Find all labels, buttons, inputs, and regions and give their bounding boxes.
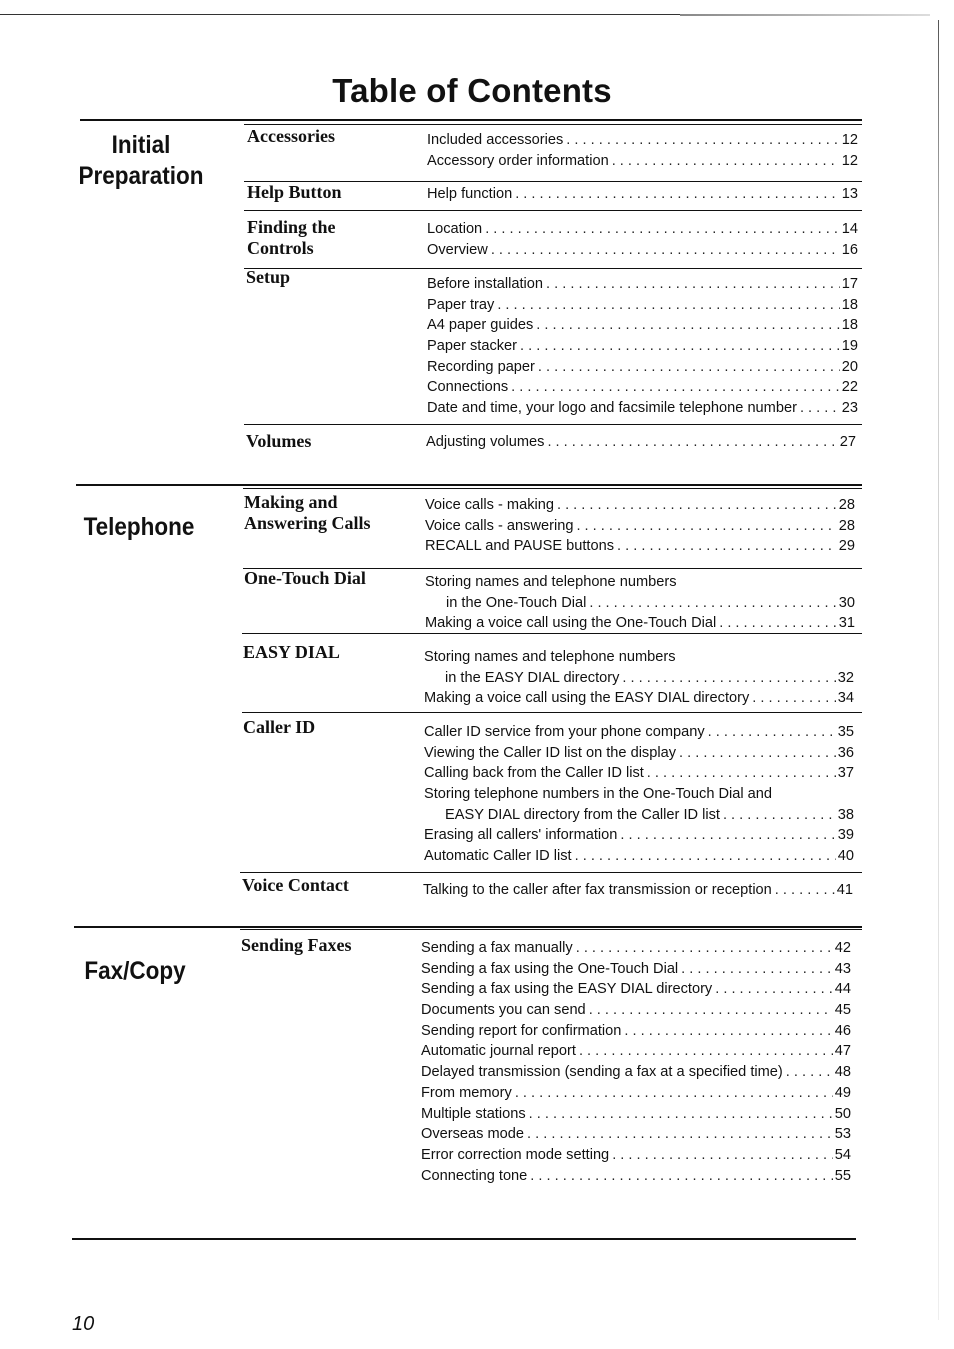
- entry-text: Accessory order information: [427, 152, 609, 169]
- chapter-heading: Fax/Copy: [84, 957, 186, 985]
- toc-entry: [427, 151, 858, 172]
- dot-leader: [573, 938, 833, 959]
- toc-entry: [427, 274, 858, 295]
- entry-page-number: 20: [841, 358, 858, 375]
- toc-entry: [427, 377, 858, 398]
- entry-page-number: 18: [841, 317, 858, 334]
- dot-leader: [783, 1062, 833, 1083]
- entry-page-number: 40: [837, 848, 854, 865]
- entry-page-number: 39: [837, 827, 854, 844]
- entry-text: Location: [427, 221, 483, 237]
- page-title: Table of Contents: [332, 72, 612, 109]
- entry-text: Paper stacker: [427, 338, 518, 355]
- entry-text: Documents you can send: [421, 1002, 586, 1019]
- entry-page-number: 43: [834, 960, 851, 977]
- entry-page-number: 19: [841, 338, 858, 355]
- entry-text: in the EASY DIAL directory: [445, 669, 620, 686]
- topic-rule: [242, 633, 862, 634]
- dot-leader: [524, 1124, 833, 1145]
- entry-text: From memory: [421, 1084, 512, 1101]
- topic-rule: [242, 712, 862, 713]
- toc-entry: [427, 336, 858, 357]
- toc-entry: [425, 536, 855, 557]
- toc-entry: [424, 825, 854, 846]
- entry-text: Automatic journal report: [421, 1043, 576, 1060]
- entry-list: [427, 219, 858, 260]
- entry-page-number: 41: [836, 882, 853, 898]
- entry-page-number: 14: [841, 221, 858, 237]
- entry-page-number: 29: [838, 538, 855, 555]
- dot-leader: [797, 398, 840, 419]
- topic-rule: [244, 210, 862, 211]
- entry-page-number: 54: [834, 1146, 851, 1163]
- entry-text: Multiple stations: [421, 1105, 526, 1122]
- entry-text: Caller ID service from your phone company: [424, 724, 705, 740]
- dot-leader: [533, 315, 840, 336]
- topic-heading: Caller ID: [243, 717, 316, 737]
- toc-entry: [421, 1124, 851, 1145]
- toc-entry: [421, 1062, 851, 1083]
- toc-entry: [421, 1166, 851, 1187]
- entry-page-number: 13: [841, 186, 858, 202]
- toc-entry: [427, 357, 858, 378]
- entry-page-number: 44: [834, 981, 851, 998]
- dot-leader: [586, 1000, 833, 1021]
- entry-text: Storing names and telephone numbers: [424, 649, 676, 665]
- dot-leader: [526, 1104, 833, 1125]
- dot-leader: [543, 274, 840, 295]
- dot-leader: [619, 668, 836, 689]
- entry-text: Sending a fax using the EASY DIAL directory: [421, 981, 713, 998]
- entry-text: Sending report for confirmation: [421, 1022, 622, 1039]
- entry-text: Error correction mode setting: [421, 1146, 610, 1163]
- entry-text: Sending a fax manually: [421, 940, 573, 956]
- entry-text: Voice calls - answering: [425, 517, 574, 534]
- entry-list: [424, 647, 854, 709]
- dot-leader: [720, 805, 836, 826]
- entry-text: Automatic Caller ID list: [424, 848, 572, 865]
- toc-entry: [424, 784, 854, 805]
- topic-rule: [240, 872, 862, 873]
- entry-text: Voice calls - making: [425, 497, 554, 513]
- entry-page-number: 35: [837, 724, 854, 740]
- entry-text: A4 paper guides: [427, 317, 534, 334]
- entry-text: Making a voice call using the EASY DIAL directory: [424, 690, 750, 707]
- topic-rule: [244, 124, 862, 125]
- entry-page-number: 16: [841, 241, 858, 258]
- entry-text: Overview: [427, 241, 488, 258]
- entry-page-number: 27: [839, 434, 856, 450]
- entry-list: [424, 722, 854, 867]
- topic-heading: Accessories: [247, 126, 335, 146]
- dot-leader: [772, 880, 835, 901]
- scan-edge-top-fade: [680, 14, 930, 16]
- topic-heading: One-Touch Dial: [244, 568, 366, 588]
- toc-entry: [425, 593, 855, 614]
- entry-page-number: 12: [841, 132, 858, 148]
- toc-entry: [427, 315, 858, 336]
- bottom-rule: [72, 1238, 856, 1240]
- dot-leader: [614, 536, 837, 557]
- entry-list: [427, 274, 858, 419]
- entry-list: [425, 572, 855, 634]
- topic-heading: Making and Answering Calls: [244, 492, 371, 533]
- entry-list: [421, 938, 851, 1186]
- entry-page-number: 55: [834, 1167, 851, 1184]
- entry-text: Paper tray: [427, 296, 495, 313]
- dot-leader: [644, 763, 836, 784]
- entry-page-number: 53: [834, 1126, 851, 1143]
- toc-entry: [421, 959, 851, 980]
- entry-list: [427, 184, 858, 205]
- dot-leader: [544, 432, 838, 453]
- page-number: 10: [72, 1313, 95, 1335]
- entry-page-number: 17: [841, 276, 858, 292]
- entry-page-number: 12: [841, 152, 858, 169]
- toc-entry: [424, 668, 854, 689]
- chapter-rule: [80, 119, 862, 121]
- dot-leader: [535, 357, 840, 378]
- toc-entry: [424, 688, 854, 709]
- entry-text: Date and time, your logo and facsimile telephone number: [427, 400, 797, 417]
- dot-leader: [749, 688, 836, 709]
- entry-page-number: 28: [838, 497, 855, 513]
- entry-text: Before installation: [427, 276, 544, 292]
- topic-rule: [244, 424, 862, 425]
- dot-leader: [609, 151, 840, 172]
- entry-text: Overseas mode: [421, 1126, 525, 1143]
- topic-heading: Help Button: [247, 182, 342, 202]
- toc-entry: [426, 432, 856, 453]
- topic-heading: Sending Faxes: [241, 935, 352, 955]
- topic-rule: [243, 488, 862, 489]
- entry-page-number: 42: [834, 940, 851, 956]
- dot-leader: [512, 1083, 833, 1104]
- entry-page-number: 30: [838, 594, 855, 611]
- dot-leader: [508, 377, 840, 398]
- chapter-heading: Initial Preparation: [78, 131, 204, 190]
- toc-entry: [421, 1041, 851, 1062]
- topic-heading: Volumes: [246, 431, 312, 451]
- entry-page-number: 38: [837, 806, 854, 823]
- entry-page-number: 48: [834, 1064, 851, 1081]
- toc-entry: [425, 516, 855, 537]
- entry-list: [425, 495, 855, 557]
- toc-entry: [421, 938, 851, 959]
- dot-leader: [705, 722, 836, 743]
- toc-entry: [421, 1145, 851, 1166]
- entry-page-number: 36: [837, 744, 854, 761]
- toc-entry: [427, 295, 858, 316]
- entry-page-number: 31: [838, 615, 855, 632]
- entry-page-number: 49: [834, 1084, 851, 1101]
- entry-list: [426, 432, 856, 453]
- dot-leader: [482, 219, 840, 240]
- toc-entry: [421, 1000, 851, 1021]
- entry-page-number: 28: [838, 517, 855, 534]
- entry-page-number: 18: [841, 296, 858, 313]
- entry-text: Sending a fax using the One-Touch Dial: [421, 960, 679, 977]
- entry-text: in the One-Touch Dial: [446, 594, 587, 611]
- dot-leader: [609, 1145, 833, 1166]
- entry-text: Making a voice call using the One-Touch Dial: [425, 615, 717, 632]
- toc-entry: [423, 880, 853, 901]
- scan-edge-right: [938, 20, 939, 1320]
- toc-entry: [424, 805, 854, 826]
- dot-leader: [576, 1041, 833, 1062]
- dot-leader: [572, 846, 836, 867]
- toc-entry: [424, 722, 854, 743]
- toc-entry: [424, 647, 854, 668]
- entry-list: [427, 130, 858, 171]
- entry-text: Connections: [427, 379, 509, 396]
- toc-entry: [424, 743, 854, 764]
- entry-text: Adjusting volumes: [426, 434, 545, 450]
- topic-heading: Finding the Controls: [247, 217, 336, 258]
- entry-page-number: 50: [834, 1105, 851, 1122]
- entry-text: Help function: [427, 186, 513, 202]
- entry-text: Connecting tone: [421, 1167, 528, 1184]
- toc-entry: [421, 1083, 851, 1104]
- entry-page-number: 22: [841, 379, 858, 396]
- toc-entry: [425, 613, 855, 634]
- entry-page-number: 47: [834, 1043, 851, 1060]
- toc-entry: [425, 572, 855, 593]
- toc-entry: [424, 846, 854, 867]
- entry-list: [423, 880, 853, 901]
- scan-edge-top: [0, 14, 680, 15]
- entry-text: Talking to the caller after fax transmission or reception: [423, 882, 772, 898]
- entry-text: Recording paper: [427, 358, 535, 375]
- chapter-heading: Telephone: [83, 513, 195, 541]
- entry-text: Storing telephone numbers in the One-Touch Dial and: [424, 786, 773, 803]
- entry-page-number: 46: [834, 1022, 851, 1039]
- toc-entry: [421, 1021, 851, 1042]
- dot-leader: [512, 184, 840, 205]
- entry-text: Calling back from the Caller ID list: [424, 765, 644, 782]
- dot-leader: [494, 295, 840, 316]
- entry-page-number: 45: [834, 1002, 851, 1019]
- chapter-rule: [76, 484, 862, 486]
- dot-leader: [716, 613, 837, 634]
- toc-entry: [427, 240, 858, 261]
- dot-leader: [586, 593, 837, 614]
- toc-entry: [427, 184, 858, 205]
- entry-text: EASY DIAL directory from the Caller ID list: [445, 806, 720, 823]
- toc-entry: [424, 763, 854, 784]
- toc-entry: [425, 495, 855, 516]
- topic-rule: [240, 929, 862, 930]
- topic-heading: EASY DIAL: [243, 642, 340, 662]
- topic-heading: Setup: [246, 267, 291, 287]
- toc-entry: [421, 1104, 851, 1125]
- dot-leader: [573, 516, 837, 537]
- entry-text: Storing names and telephone numbers: [425, 574, 677, 590]
- dot-leader: [488, 240, 840, 261]
- chapter-rule: [74, 926, 862, 928]
- dot-leader: [554, 495, 837, 516]
- entry-page-number: 23: [841, 400, 858, 417]
- dot-leader: [621, 1021, 833, 1042]
- toc-entry: [427, 398, 858, 419]
- topic-heading: Voice Contact: [242, 875, 349, 895]
- entry-text: Erasing all callers' information: [424, 827, 618, 844]
- entry-page-number: 37: [837, 765, 854, 782]
- entry-page-number: 34: [837, 690, 854, 707]
- entry-text: Viewing the Caller ID list on the display: [424, 744, 677, 761]
- dot-leader: [527, 1166, 833, 1187]
- dot-leader: [712, 979, 833, 1000]
- dot-leader: [517, 336, 840, 357]
- toc-entry: [427, 219, 858, 240]
- entry-text: Included accessories: [427, 132, 564, 148]
- toc-entry: [421, 979, 851, 1000]
- dot-leader: [676, 743, 836, 764]
- entry-text: RECALL and PAUSE buttons: [425, 538, 615, 555]
- dot-leader: [563, 130, 840, 151]
- entry-page-number: 32: [837, 669, 854, 686]
- entry-text: Delayed transmission (sending a fax at a specified time): [421, 1064, 783, 1081]
- toc-entry: [427, 130, 858, 151]
- dot-leader: [678, 959, 833, 980]
- dot-leader: [617, 825, 836, 846]
